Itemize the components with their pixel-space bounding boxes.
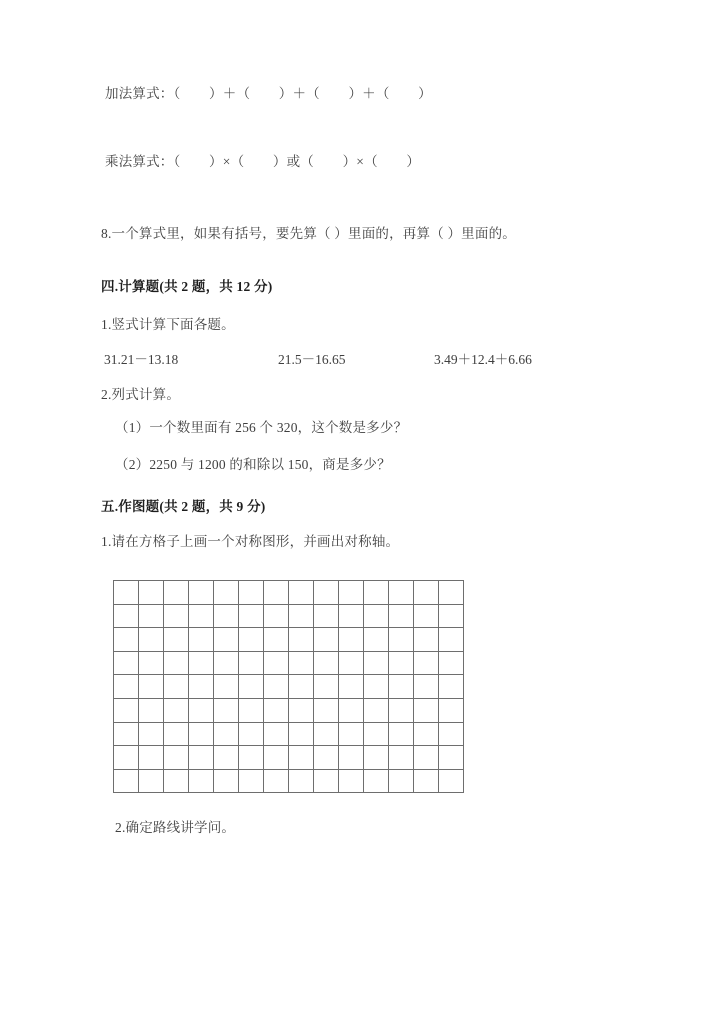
grid-cell[interactable] bbox=[164, 651, 189, 675]
grid-cell[interactable] bbox=[264, 698, 289, 722]
grid-cell[interactable] bbox=[139, 722, 164, 746]
grid-cell[interactable] bbox=[289, 722, 314, 746]
grid-cell[interactable] bbox=[114, 675, 139, 699]
grid-row bbox=[114, 628, 464, 652]
grid-cell[interactable] bbox=[289, 698, 314, 722]
grid-cell[interactable] bbox=[339, 628, 364, 652]
grid-cell[interactable] bbox=[439, 698, 464, 722]
grid-cell[interactable] bbox=[264, 746, 289, 770]
grid-cell[interactable] bbox=[139, 769, 164, 793]
grid-cell[interactable] bbox=[114, 722, 139, 746]
grid-cell[interactable] bbox=[214, 769, 239, 793]
grid-cell[interactable] bbox=[339, 604, 364, 628]
grid-cell[interactable] bbox=[114, 628, 139, 652]
grid-cell[interactable] bbox=[439, 746, 464, 770]
grid-cell[interactable] bbox=[364, 769, 389, 793]
grid-cell[interactable] bbox=[289, 581, 314, 605]
grid-cell[interactable] bbox=[114, 581, 139, 605]
grid-cell[interactable] bbox=[414, 628, 439, 652]
grid-cell[interactable] bbox=[189, 746, 214, 770]
grid-cell[interactable] bbox=[189, 604, 214, 628]
grid-cell[interactable] bbox=[389, 675, 414, 699]
grid-cell[interactable] bbox=[389, 628, 414, 652]
grid-cell[interactable] bbox=[364, 698, 389, 722]
grid-cell[interactable] bbox=[364, 604, 389, 628]
grid-cell[interactable] bbox=[414, 769, 439, 793]
grid-cell[interactable] bbox=[439, 722, 464, 746]
grid-cell[interactable] bbox=[314, 769, 339, 793]
grid-cell[interactable] bbox=[314, 746, 339, 770]
grid-row bbox=[114, 769, 464, 793]
grid-cell[interactable] bbox=[214, 581, 239, 605]
grid-row bbox=[114, 722, 464, 746]
grid-row bbox=[114, 698, 464, 722]
grid-cell[interactable] bbox=[314, 722, 339, 746]
grid-cell[interactable] bbox=[339, 581, 364, 605]
grid-cell[interactable] bbox=[189, 628, 214, 652]
grid-cell[interactable] bbox=[164, 628, 189, 652]
grid-cell[interactable] bbox=[339, 769, 364, 793]
grid-cell[interactable] bbox=[239, 698, 264, 722]
grid-cell[interactable] bbox=[139, 628, 164, 652]
section-five-problem-1-prompt: 1.请在方格子上画一个对称图形，并画出对称轴。 bbox=[101, 534, 400, 549]
grid-cell[interactable] bbox=[139, 698, 164, 722]
grid-cell[interactable] bbox=[264, 769, 289, 793]
grid-cell[interactable] bbox=[264, 581, 289, 605]
grid-cell[interactable] bbox=[264, 722, 289, 746]
grid-cell[interactable] bbox=[239, 746, 264, 770]
grid-cell[interactable] bbox=[414, 698, 439, 722]
grid-cell[interactable] bbox=[239, 581, 264, 605]
grid-cell[interactable] bbox=[439, 675, 464, 699]
grid-cell[interactable] bbox=[139, 651, 164, 675]
grid-cell[interactable] bbox=[139, 675, 164, 699]
grid-cell[interactable] bbox=[414, 675, 439, 699]
grid-cell[interactable] bbox=[239, 651, 264, 675]
grid-cell[interactable] bbox=[264, 628, 289, 652]
grid-cell[interactable] bbox=[239, 722, 264, 746]
grid-table[interactable] bbox=[113, 580, 464, 793]
grid-cell[interactable] bbox=[314, 628, 339, 652]
section-four-problem-2-item-1: （1）一个数里面有 256 个 320，这个数是多少？ bbox=[115, 420, 408, 435]
section-heading-four: 四.计算题(共 2 题，共 12 分) bbox=[101, 279, 273, 294]
grid-cell[interactable] bbox=[189, 722, 214, 746]
grid-cell[interactable] bbox=[314, 581, 339, 605]
grid-cell[interactable] bbox=[189, 698, 214, 722]
section-four-problem-2-item-2: （2）2250 与 1200 的和除以 150，商是多少？ bbox=[115, 457, 391, 472]
grid-cell[interactable] bbox=[389, 769, 414, 793]
grid-cell[interactable] bbox=[114, 698, 139, 722]
grid-cell[interactable] bbox=[164, 675, 189, 699]
grid-cell[interactable] bbox=[114, 604, 139, 628]
vertical-calc-expression-1: 31.21－13.18 bbox=[104, 352, 179, 367]
grid-cell[interactable] bbox=[264, 675, 289, 699]
grid-body bbox=[114, 581, 464, 793]
grid-cell[interactable] bbox=[389, 651, 414, 675]
grid-cell[interactable] bbox=[239, 769, 264, 793]
grid-cell[interactable] bbox=[214, 675, 239, 699]
grid-cell[interactable] bbox=[139, 581, 164, 605]
grid-cell[interactable] bbox=[189, 769, 214, 793]
grid-cell[interactable] bbox=[439, 581, 464, 605]
grid-cell[interactable] bbox=[364, 722, 389, 746]
grid-cell[interactable] bbox=[439, 628, 464, 652]
grid-cell[interactable] bbox=[214, 628, 239, 652]
section-four-problem-1-prompt: 1.竖式计算下面各题。 bbox=[101, 317, 235, 332]
grid-cell[interactable] bbox=[339, 651, 364, 675]
grid-cell[interactable] bbox=[314, 698, 339, 722]
grid-cell[interactable] bbox=[164, 581, 189, 605]
grid-row bbox=[114, 581, 464, 605]
addition-formula-line: 加法算式：（ ）＋（ ）＋（ ）＋（ ） bbox=[105, 86, 432, 101]
grid-cell[interactable] bbox=[364, 581, 389, 605]
grid-cell[interactable] bbox=[239, 604, 264, 628]
grid-cell[interactable] bbox=[289, 604, 314, 628]
multiplication-formula-line: 乘法算式：（ ）×（ ）或（ ）×（ ） bbox=[105, 154, 421, 169]
grid-cell[interactable] bbox=[289, 628, 314, 652]
grid-cell[interactable] bbox=[439, 604, 464, 628]
grid-cell[interactable] bbox=[164, 746, 189, 770]
grid-cell[interactable] bbox=[389, 746, 414, 770]
grid-cell[interactable] bbox=[389, 722, 414, 746]
section-four-problem-2-prompt: 2.列式计算。 bbox=[101, 387, 181, 402]
grid-cell[interactable] bbox=[139, 604, 164, 628]
grid-cell[interactable] bbox=[264, 651, 289, 675]
symmetry-drawing-grid[interactable] bbox=[113, 580, 449, 784]
grid-cell[interactable] bbox=[189, 675, 214, 699]
grid-cell[interactable] bbox=[439, 651, 464, 675]
grid-cell[interactable] bbox=[414, 746, 439, 770]
grid-cell[interactable] bbox=[114, 769, 139, 793]
grid-cell[interactable] bbox=[189, 651, 214, 675]
grid-cell[interactable] bbox=[214, 722, 239, 746]
grid-cell[interactable] bbox=[389, 698, 414, 722]
grid-cell[interactable] bbox=[164, 769, 189, 793]
grid-cell[interactable] bbox=[289, 746, 314, 770]
grid-cell[interactable] bbox=[364, 675, 389, 699]
grid-cell[interactable] bbox=[364, 746, 389, 770]
grid-cell[interactable] bbox=[114, 651, 139, 675]
grid-cell[interactable] bbox=[139, 746, 164, 770]
question-8-text: 8.一个算式里，如果有括号，要先算（ ）里面的，再算（ ）里面的。 bbox=[101, 226, 516, 241]
grid-cell[interactable] bbox=[289, 675, 314, 699]
grid-cell[interactable] bbox=[114, 746, 139, 770]
grid-cell[interactable] bbox=[439, 769, 464, 793]
section-five-problem-2-prompt: 2.确定路线讲学问。 bbox=[115, 820, 236, 835]
grid-row bbox=[114, 675, 464, 699]
grid-row bbox=[114, 604, 464, 628]
grid-cell[interactable] bbox=[414, 651, 439, 675]
vertical-calc-expression-3: 3.49＋12.4＋6.66 bbox=[434, 352, 532, 367]
grid-cell[interactable] bbox=[214, 651, 239, 675]
grid-cell[interactable] bbox=[239, 628, 264, 652]
grid-cell[interactable] bbox=[289, 651, 314, 675]
grid-cell[interactable] bbox=[314, 604, 339, 628]
grid-cell[interactable] bbox=[364, 628, 389, 652]
grid-cell[interactable] bbox=[339, 746, 364, 770]
grid-cell[interactable] bbox=[314, 675, 339, 699]
grid-cell[interactable] bbox=[339, 722, 364, 746]
section-heading-five: 五.作图题(共 2 题，共 9 分) bbox=[101, 499, 266, 514]
grid-cell[interactable] bbox=[214, 604, 239, 628]
grid-cell[interactable] bbox=[339, 675, 364, 699]
grid-cell[interactable] bbox=[414, 581, 439, 605]
grid-row bbox=[114, 651, 464, 675]
grid-cell[interactable] bbox=[214, 698, 239, 722]
grid-row bbox=[114, 746, 464, 770]
grid-cell[interactable] bbox=[389, 581, 414, 605]
grid-cell[interactable] bbox=[339, 698, 364, 722]
grid-cell[interactable] bbox=[214, 746, 239, 770]
grid-cell[interactable] bbox=[164, 698, 189, 722]
grid-cell[interactable] bbox=[264, 604, 289, 628]
grid-cell[interactable] bbox=[414, 722, 439, 746]
grid-cell[interactable] bbox=[189, 581, 214, 605]
grid-cell[interactable] bbox=[389, 604, 414, 628]
grid-cell[interactable] bbox=[239, 675, 264, 699]
grid-cell[interactable] bbox=[164, 604, 189, 628]
grid-cell[interactable] bbox=[164, 722, 189, 746]
grid-cell[interactable] bbox=[314, 651, 339, 675]
grid-cell[interactable] bbox=[289, 769, 314, 793]
grid-cell[interactable] bbox=[414, 604, 439, 628]
grid-cell[interactable] bbox=[364, 651, 389, 675]
vertical-calc-expression-2: 21.5－16.65 bbox=[278, 352, 346, 367]
